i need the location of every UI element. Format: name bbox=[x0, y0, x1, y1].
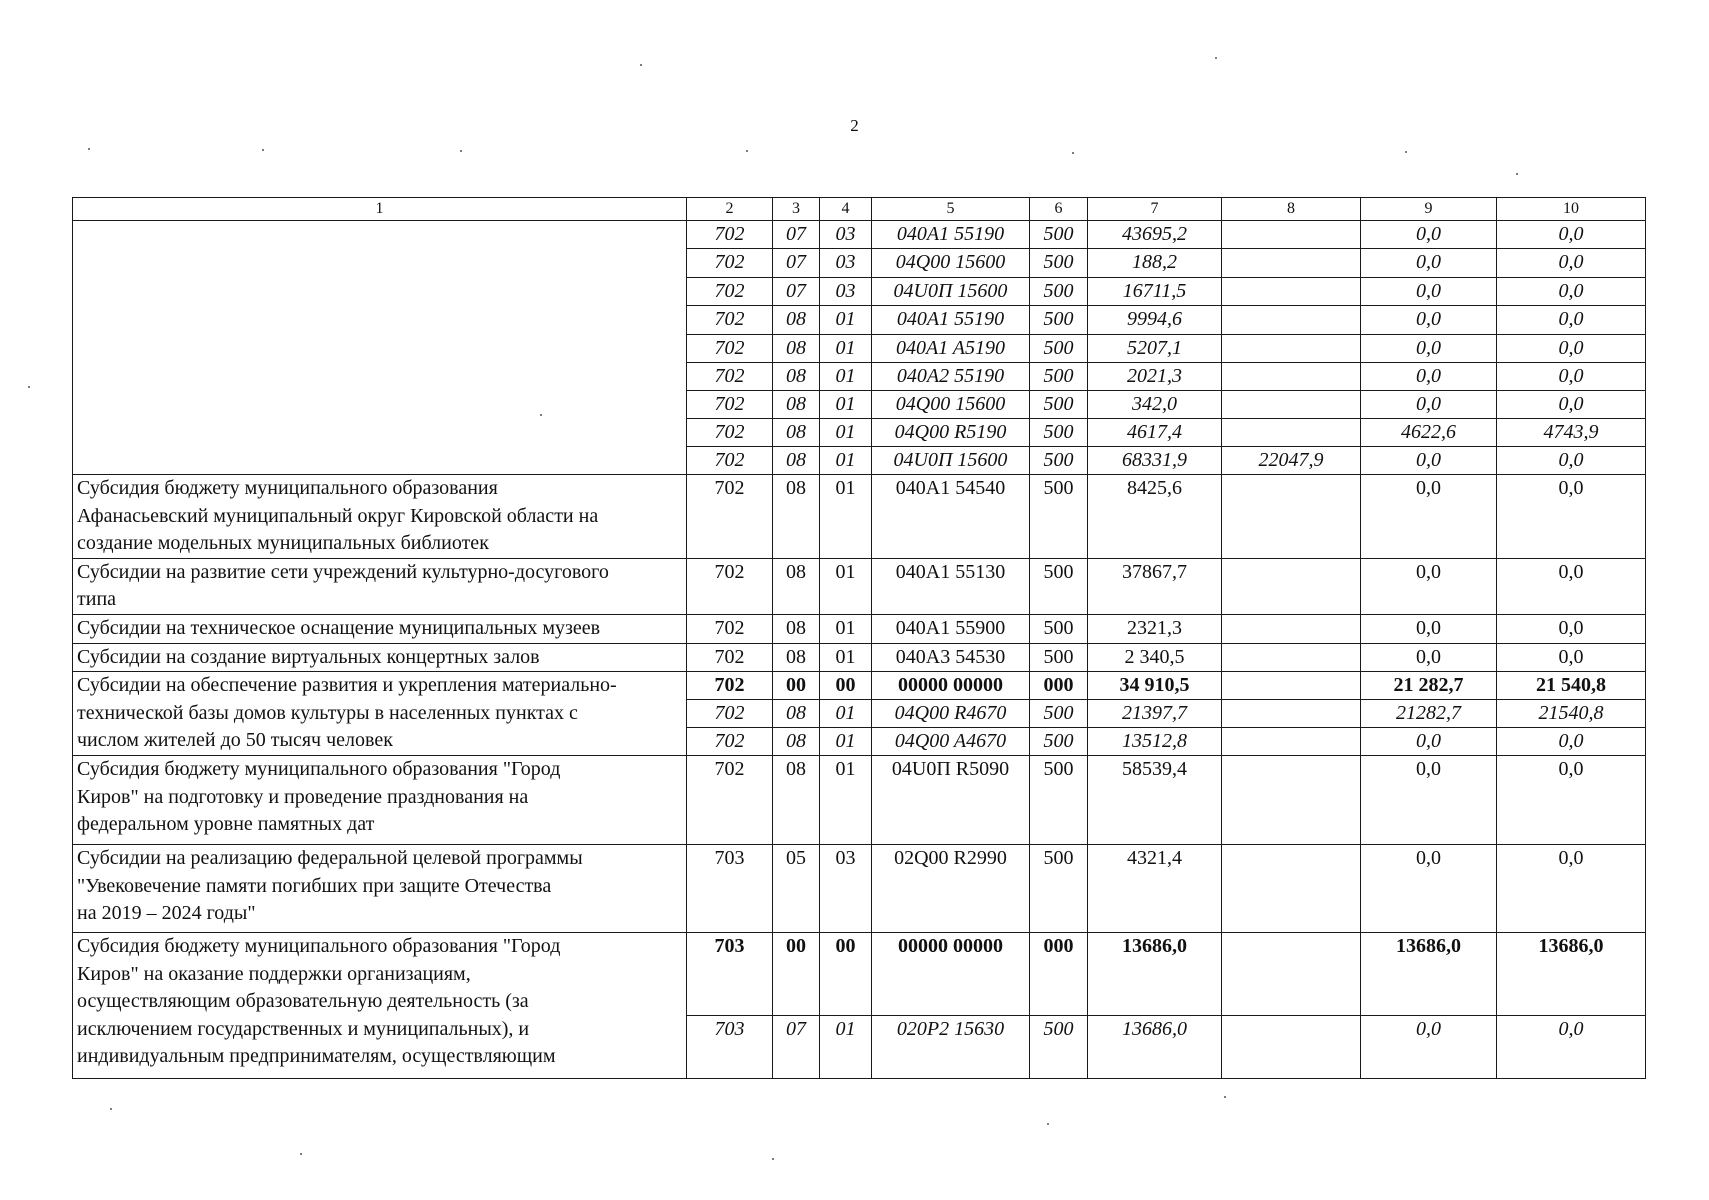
header-cell-4: 4 bbox=[820, 198, 872, 221]
header-cell-6: 6 bbox=[1030, 198, 1088, 221]
scan-speck bbox=[1072, 152, 1074, 154]
col-8-cell bbox=[1222, 728, 1361, 756]
col-5-cell: 040A2 55190 bbox=[872, 363, 1030, 391]
col-9-cell: 0,0 bbox=[1361, 447, 1497, 475]
col-8-cell bbox=[1222, 306, 1361, 335]
col-9-cell: 0,0 bbox=[1361, 363, 1497, 391]
col-10-cell: 13686,0 bbox=[1497, 933, 1646, 1016]
col-10-cell: 0,0 bbox=[1497, 614, 1646, 643]
col-3-cell: 08 bbox=[773, 335, 820, 363]
col-3-cell: 08 bbox=[773, 475, 820, 559]
col-7-cell: 68331,9 bbox=[1088, 447, 1222, 475]
col-5-cell: 04Q00 R5190 bbox=[872, 419, 1030, 447]
col-6-cell: 500 bbox=[1030, 363, 1088, 391]
col-2-cell: 702 bbox=[687, 391, 773, 419]
table-row bbox=[73, 756, 1646, 845]
col-9-cell: 0,0 bbox=[1361, 614, 1497, 643]
col-4-cell: 01 bbox=[820, 475, 872, 559]
col-5-cell: 020P2 15630 bbox=[872, 1016, 1030, 1079]
col-4-cell: 03 bbox=[820, 221, 872, 249]
col-8-cell bbox=[1222, 363, 1361, 391]
col-5-cell: 04Q00 15600 bbox=[872, 391, 1030, 419]
col-7-cell: 2321,3 bbox=[1088, 614, 1222, 643]
description-cell bbox=[73, 933, 687, 1079]
col-4-cell: 01 bbox=[820, 306, 872, 335]
col-9-cell: 21282,7 bbox=[1361, 700, 1497, 728]
scan-speck bbox=[1405, 151, 1407, 153]
col-4-cell: 01 bbox=[820, 614, 872, 643]
header-cell-3: 3 bbox=[773, 198, 820, 221]
col-2-cell: 702 bbox=[687, 475, 773, 559]
col-4-cell: 01 bbox=[820, 643, 872, 672]
description-line: Субсидия бюджету муниципального образования bbox=[77, 477, 498, 499]
col-5-cell: 040A3 54530 bbox=[872, 643, 1030, 672]
scan-speck bbox=[300, 1153, 302, 1155]
col-7-cell: 4321,4 bbox=[1088, 845, 1222, 933]
col-10-cell: 0,0 bbox=[1497, 249, 1646, 278]
table-row bbox=[73, 475, 1646, 559]
col-4-cell: 03 bbox=[820, 249, 872, 278]
table-row bbox=[73, 933, 1646, 1016]
header-cell-1: 1 bbox=[73, 198, 687, 221]
col-5-cell: 04U0П R5090 bbox=[872, 756, 1030, 845]
col-7-cell: 58539,4 bbox=[1088, 756, 1222, 845]
scan-speck bbox=[1224, 1096, 1226, 1098]
col-9-cell: 0,0 bbox=[1361, 391, 1497, 419]
col-9-cell: 0,0 bbox=[1361, 643, 1497, 672]
scan-speck bbox=[746, 150, 748, 152]
col-5-cell: 04Q00 A4670 bbox=[872, 728, 1030, 756]
scan-speck bbox=[460, 150, 462, 152]
col-7-cell: 34 910,5 bbox=[1088, 672, 1222, 700]
col-6-cell: 500 bbox=[1030, 278, 1088, 306]
col-10-cell: 0,0 bbox=[1497, 845, 1646, 933]
col-3-cell: 00 bbox=[773, 933, 820, 1016]
col-4-cell: 00 bbox=[820, 933, 872, 1016]
col-2-cell: 703 bbox=[687, 845, 773, 933]
col-7-cell: 13686,0 bbox=[1088, 1016, 1222, 1079]
col-3-cell: 08 bbox=[773, 614, 820, 643]
col-2-cell: 702 bbox=[687, 249, 773, 278]
col-9-cell: 0,0 bbox=[1361, 845, 1497, 933]
col-6-cell: 500 bbox=[1030, 700, 1088, 728]
col-4-cell: 01 bbox=[820, 391, 872, 419]
page-number: 2 bbox=[850, 116, 859, 135]
col-10-cell: 0,0 bbox=[1497, 728, 1646, 756]
col-10-cell: 0,0 bbox=[1497, 335, 1646, 363]
description-cell bbox=[73, 614, 687, 643]
description-line: Киров" на подготовку и проведение празднования на bbox=[77, 785, 529, 808]
col-8-cell bbox=[1222, 419, 1361, 447]
col-7-cell: 9994,6 bbox=[1088, 306, 1222, 335]
col-8-cell bbox=[1222, 933, 1361, 1016]
scan-speck bbox=[640, 64, 642, 66]
description-line: типа bbox=[77, 588, 117, 610]
col-9-cell: 0,0 bbox=[1361, 278, 1497, 306]
col-5-cell: 04Q00 R4670 bbox=[872, 700, 1030, 728]
col-10-cell: 0,0 bbox=[1497, 221, 1646, 249]
col-3-cell: 08 bbox=[773, 756, 820, 845]
col-7-cell: 188,2 bbox=[1088, 249, 1222, 278]
col-3-cell: 08 bbox=[773, 306, 820, 335]
col-8-cell bbox=[1222, 475, 1361, 559]
col-2-cell: 702 bbox=[687, 728, 773, 756]
table-row bbox=[73, 614, 1646, 643]
col-3-cell: 08 bbox=[773, 700, 820, 728]
col-4-cell: 01 bbox=[820, 558, 872, 614]
col-5-cell: 04Q00 15600 bbox=[872, 249, 1030, 278]
description-cell bbox=[73, 672, 687, 756]
col-6-cell: 500 bbox=[1030, 728, 1088, 756]
col-10-cell: 0,0 bbox=[1497, 558, 1646, 614]
header-cell-10: 10 bbox=[1497, 198, 1646, 221]
col-8-cell bbox=[1222, 643, 1361, 672]
col-2-cell: 702 bbox=[687, 419, 773, 447]
col-2-cell: 702 bbox=[687, 614, 773, 643]
col-5-cell: 040A1 55190 bbox=[872, 221, 1030, 249]
description-line: осуществляющим образовательную деятельность (за bbox=[77, 990, 529, 1012]
table-row bbox=[73, 845, 1646, 933]
col-3-cell: 08 bbox=[773, 558, 820, 614]
col-8-cell: 22047,9 bbox=[1222, 447, 1361, 475]
col-7-cell: 5207,1 bbox=[1088, 335, 1222, 363]
col-3-cell: 00 bbox=[773, 672, 820, 700]
col-5-cell: 040A1 54540 bbox=[872, 475, 1030, 559]
table-row bbox=[73, 558, 1646, 614]
col-10-cell: 0,0 bbox=[1497, 391, 1646, 419]
description-cell-empty bbox=[73, 221, 687, 475]
col-8-cell bbox=[1222, 756, 1361, 845]
col-6-cell: 500 bbox=[1030, 845, 1088, 933]
col-2-cell: 702 bbox=[687, 756, 773, 845]
col-10-cell: 0,0 bbox=[1497, 756, 1646, 845]
col-3-cell: 07 bbox=[773, 221, 820, 249]
header-cell-5: 5 bbox=[872, 198, 1030, 221]
col-6-cell: 500 bbox=[1030, 221, 1088, 249]
header-cell-2: 2 bbox=[687, 198, 773, 221]
description-line: Афанасьевский муниципальный округ Кировской области на bbox=[77, 504, 599, 527]
budget-table bbox=[72, 197, 1646, 1079]
col-5-cell: 04U0П 15600 bbox=[872, 278, 1030, 306]
col-6-cell: 500 bbox=[1030, 643, 1088, 672]
col-7-cell: 16711,5 bbox=[1088, 278, 1222, 306]
col-3-cell: 07 bbox=[773, 278, 820, 306]
col-8-cell bbox=[1222, 672, 1361, 700]
col-6-cell: 500 bbox=[1030, 756, 1088, 845]
description-line: Субсидии на техническое оснащение муниципальных музеев bbox=[77, 616, 601, 639]
col-2-cell: 703 bbox=[687, 933, 773, 1016]
col-6-cell: 500 bbox=[1030, 249, 1088, 278]
col-10-cell: 0,0 bbox=[1497, 475, 1646, 559]
scan-speck bbox=[1215, 57, 1217, 59]
scan-speck bbox=[1047, 1123, 1049, 1125]
col-7-cell: 13686,0 bbox=[1088, 933, 1222, 1016]
col-8-cell bbox=[1222, 221, 1361, 249]
col-9-cell: 0,0 bbox=[1361, 1016, 1497, 1079]
description-line: на 2019 – 2024 годы" bbox=[77, 902, 256, 924]
col-10-cell: 0,0 bbox=[1497, 306, 1646, 335]
col-9-cell: 0,0 bbox=[1361, 249, 1497, 278]
col-6-cell: 000 bbox=[1030, 672, 1088, 700]
col-9-cell: 0,0 bbox=[1361, 728, 1497, 756]
col-6-cell: 500 bbox=[1030, 1016, 1088, 1079]
col-7-cell: 21397,7 bbox=[1088, 700, 1222, 728]
col-6-cell: 500 bbox=[1030, 419, 1088, 447]
col-7-cell: 8425,6 bbox=[1088, 475, 1222, 559]
col-2-cell: 702 bbox=[687, 363, 773, 391]
col-4-cell: 01 bbox=[820, 363, 872, 391]
col-4-cell: 03 bbox=[820, 278, 872, 306]
col-6-cell: 500 bbox=[1030, 335, 1088, 363]
description-cell bbox=[73, 643, 687, 672]
col-9-cell: 0,0 bbox=[1361, 756, 1497, 845]
col-6-cell: 500 bbox=[1030, 558, 1088, 614]
col-3-cell: 08 bbox=[773, 363, 820, 391]
col-8-cell bbox=[1222, 335, 1361, 363]
description-cell bbox=[73, 756, 687, 845]
col-2-cell: 702 bbox=[687, 447, 773, 475]
col-9-cell: 0,0 bbox=[1361, 475, 1497, 559]
col-7-cell: 2 340,5 bbox=[1088, 643, 1222, 672]
description-cell bbox=[73, 558, 687, 614]
col-6-cell: 500 bbox=[1030, 391, 1088, 419]
col-2-cell: 703 bbox=[687, 1016, 773, 1079]
col-10-cell: 0,0 bbox=[1497, 1016, 1646, 1079]
col-4-cell: 01 bbox=[820, 728, 872, 756]
col-3-cell: 08 bbox=[773, 643, 820, 672]
col-7-cell: 342,0 bbox=[1088, 391, 1222, 419]
col-9-cell: 0,0 bbox=[1361, 221, 1497, 249]
col-2-cell: 702 bbox=[687, 278, 773, 306]
header-cell-7: 7 bbox=[1088, 198, 1222, 221]
col-10-cell: 0,0 bbox=[1497, 278, 1646, 306]
col-6-cell: 000 bbox=[1030, 933, 1088, 1016]
col-4-cell: 01 bbox=[820, 756, 872, 845]
col-3-cell: 08 bbox=[773, 391, 820, 419]
scan-speck bbox=[540, 414, 542, 416]
col-2-cell: 702 bbox=[687, 558, 773, 614]
col-9-cell: 0,0 bbox=[1361, 335, 1497, 363]
col-8-cell bbox=[1222, 278, 1361, 306]
col-6-cell: 500 bbox=[1030, 447, 1088, 475]
header-cell-8: 8 bbox=[1222, 198, 1361, 221]
col-5-cell: 040A1 55130 bbox=[872, 558, 1030, 614]
col-5-cell: 02Q00 R2990 bbox=[872, 845, 1030, 933]
col-10-cell: 21 540,8 bbox=[1497, 672, 1646, 700]
col-10-cell: 0,0 bbox=[1497, 447, 1646, 475]
description-line: Субсидии на реализацию федеральной целевой программы bbox=[77, 847, 583, 869]
col-9-cell: 0,0 bbox=[1361, 558, 1497, 614]
col-8-cell bbox=[1222, 391, 1361, 419]
col-9-cell: 4622,6 bbox=[1361, 419, 1497, 447]
col-4-cell: 01 bbox=[820, 447, 872, 475]
col-3-cell: 08 bbox=[773, 447, 820, 475]
description-line: технической базы домов культуры в населенных пунктах с bbox=[77, 701, 578, 724]
col-3-cell: 05 bbox=[773, 845, 820, 933]
description-line: числом жителей до 50 тысяч человек bbox=[77, 729, 393, 751]
description-line: Киров" на оказание поддержки организациям, bbox=[77, 962, 471, 985]
col-5-cell: 040A1 55190 bbox=[872, 306, 1030, 335]
col-2-cell: 702 bbox=[687, 306, 773, 335]
col-3-cell: 08 bbox=[773, 728, 820, 756]
col-8-cell bbox=[1222, 614, 1361, 643]
description-line: "Увековечение памяти погибших при защите Отечества bbox=[77, 874, 552, 897]
col-7-cell: 13512,8 bbox=[1088, 728, 1222, 756]
col-8-cell bbox=[1222, 700, 1361, 728]
col-10-cell: 0,0 bbox=[1497, 643, 1646, 672]
col-10-cell: 0,0 bbox=[1497, 363, 1646, 391]
description-cell bbox=[73, 845, 687, 933]
header-row bbox=[73, 198, 1646, 221]
scan-speck bbox=[28, 386, 30, 388]
col-2-cell: 702 bbox=[687, 700, 773, 728]
table-row bbox=[73, 643, 1646, 672]
scan-speck bbox=[88, 148, 90, 150]
col-8-cell bbox=[1222, 845, 1361, 933]
col-2-cell: 702 bbox=[687, 672, 773, 700]
col-8-cell bbox=[1222, 1016, 1361, 1079]
scan-speck bbox=[1516, 173, 1518, 175]
description-line: создание модельных муниципальных библиотек bbox=[77, 532, 489, 554]
col-7-cell: 4617,4 bbox=[1088, 419, 1222, 447]
description-line: федеральном уровне памятных дат bbox=[77, 813, 375, 835]
col-9-cell: 0,0 bbox=[1361, 306, 1497, 335]
col-6-cell: 500 bbox=[1030, 475, 1088, 559]
col-10-cell: 21540,8 bbox=[1497, 700, 1646, 728]
col-3-cell: 07 bbox=[773, 249, 820, 278]
table-row bbox=[73, 672, 1646, 700]
col-5-cell: 040A1 55900 bbox=[872, 614, 1030, 643]
col-4-cell: 01 bbox=[820, 335, 872, 363]
col-6-cell: 500 bbox=[1030, 306, 1088, 335]
scan-speck bbox=[262, 149, 264, 151]
col-7-cell: 43695,2 bbox=[1088, 221, 1222, 249]
scan-speck bbox=[110, 1108, 112, 1110]
description-line: индивидуальным предпринимателям, осуществляющим bbox=[77, 1045, 556, 1067]
col-7-cell: 37867,7 bbox=[1088, 558, 1222, 614]
col-4-cell: 00 bbox=[820, 672, 872, 700]
scan-speck bbox=[772, 1158, 774, 1160]
col-5-cell: 00000 00000 bbox=[872, 672, 1030, 700]
col-6-cell: 500 bbox=[1030, 614, 1088, 643]
col-4-cell: 01 bbox=[820, 1016, 872, 1079]
table-row bbox=[73, 221, 1646, 249]
col-2-cell: 702 bbox=[687, 643, 773, 672]
col-3-cell: 08 bbox=[773, 419, 820, 447]
col-2-cell: 702 bbox=[687, 221, 773, 249]
col-5-cell: 00000 00000 bbox=[872, 933, 1030, 1016]
col-3-cell: 07 bbox=[773, 1016, 820, 1079]
col-10-cell: 4743,9 bbox=[1497, 419, 1646, 447]
description-cell bbox=[73, 475, 687, 559]
description-line: исключением государственных и муниципальных), и bbox=[77, 1017, 530, 1040]
description-line: Субсидии на обеспечение развития и укрепления материально- bbox=[77, 674, 617, 696]
col-9-cell: 21 282,7 bbox=[1361, 672, 1497, 700]
col-8-cell bbox=[1222, 249, 1361, 278]
description-line: Субсидии на создание виртуальных концертных залов bbox=[77, 645, 540, 668]
col-4-cell: 01 bbox=[820, 700, 872, 728]
col-8-cell bbox=[1222, 558, 1361, 614]
description-line: Субсидия бюджету муниципального образования "Город bbox=[77, 758, 561, 780]
header-cell-9: 9 bbox=[1361, 198, 1497, 221]
description-line: Субсидии на развитие сети учреждений культурно-досугового bbox=[77, 560, 609, 583]
col-4-cell: 03 bbox=[820, 845, 872, 933]
col-5-cell: 04U0П 15600 bbox=[872, 447, 1030, 475]
col-9-cell: 13686,0 bbox=[1361, 933, 1497, 1016]
col-4-cell: 01 bbox=[820, 419, 872, 447]
col-7-cell: 2021,3 bbox=[1088, 363, 1222, 391]
description-line: Субсидия бюджету муниципального образования "Город bbox=[77, 935, 561, 957]
col-5-cell: 040A1 A5190 bbox=[872, 335, 1030, 363]
col-2-cell: 702 bbox=[687, 335, 773, 363]
